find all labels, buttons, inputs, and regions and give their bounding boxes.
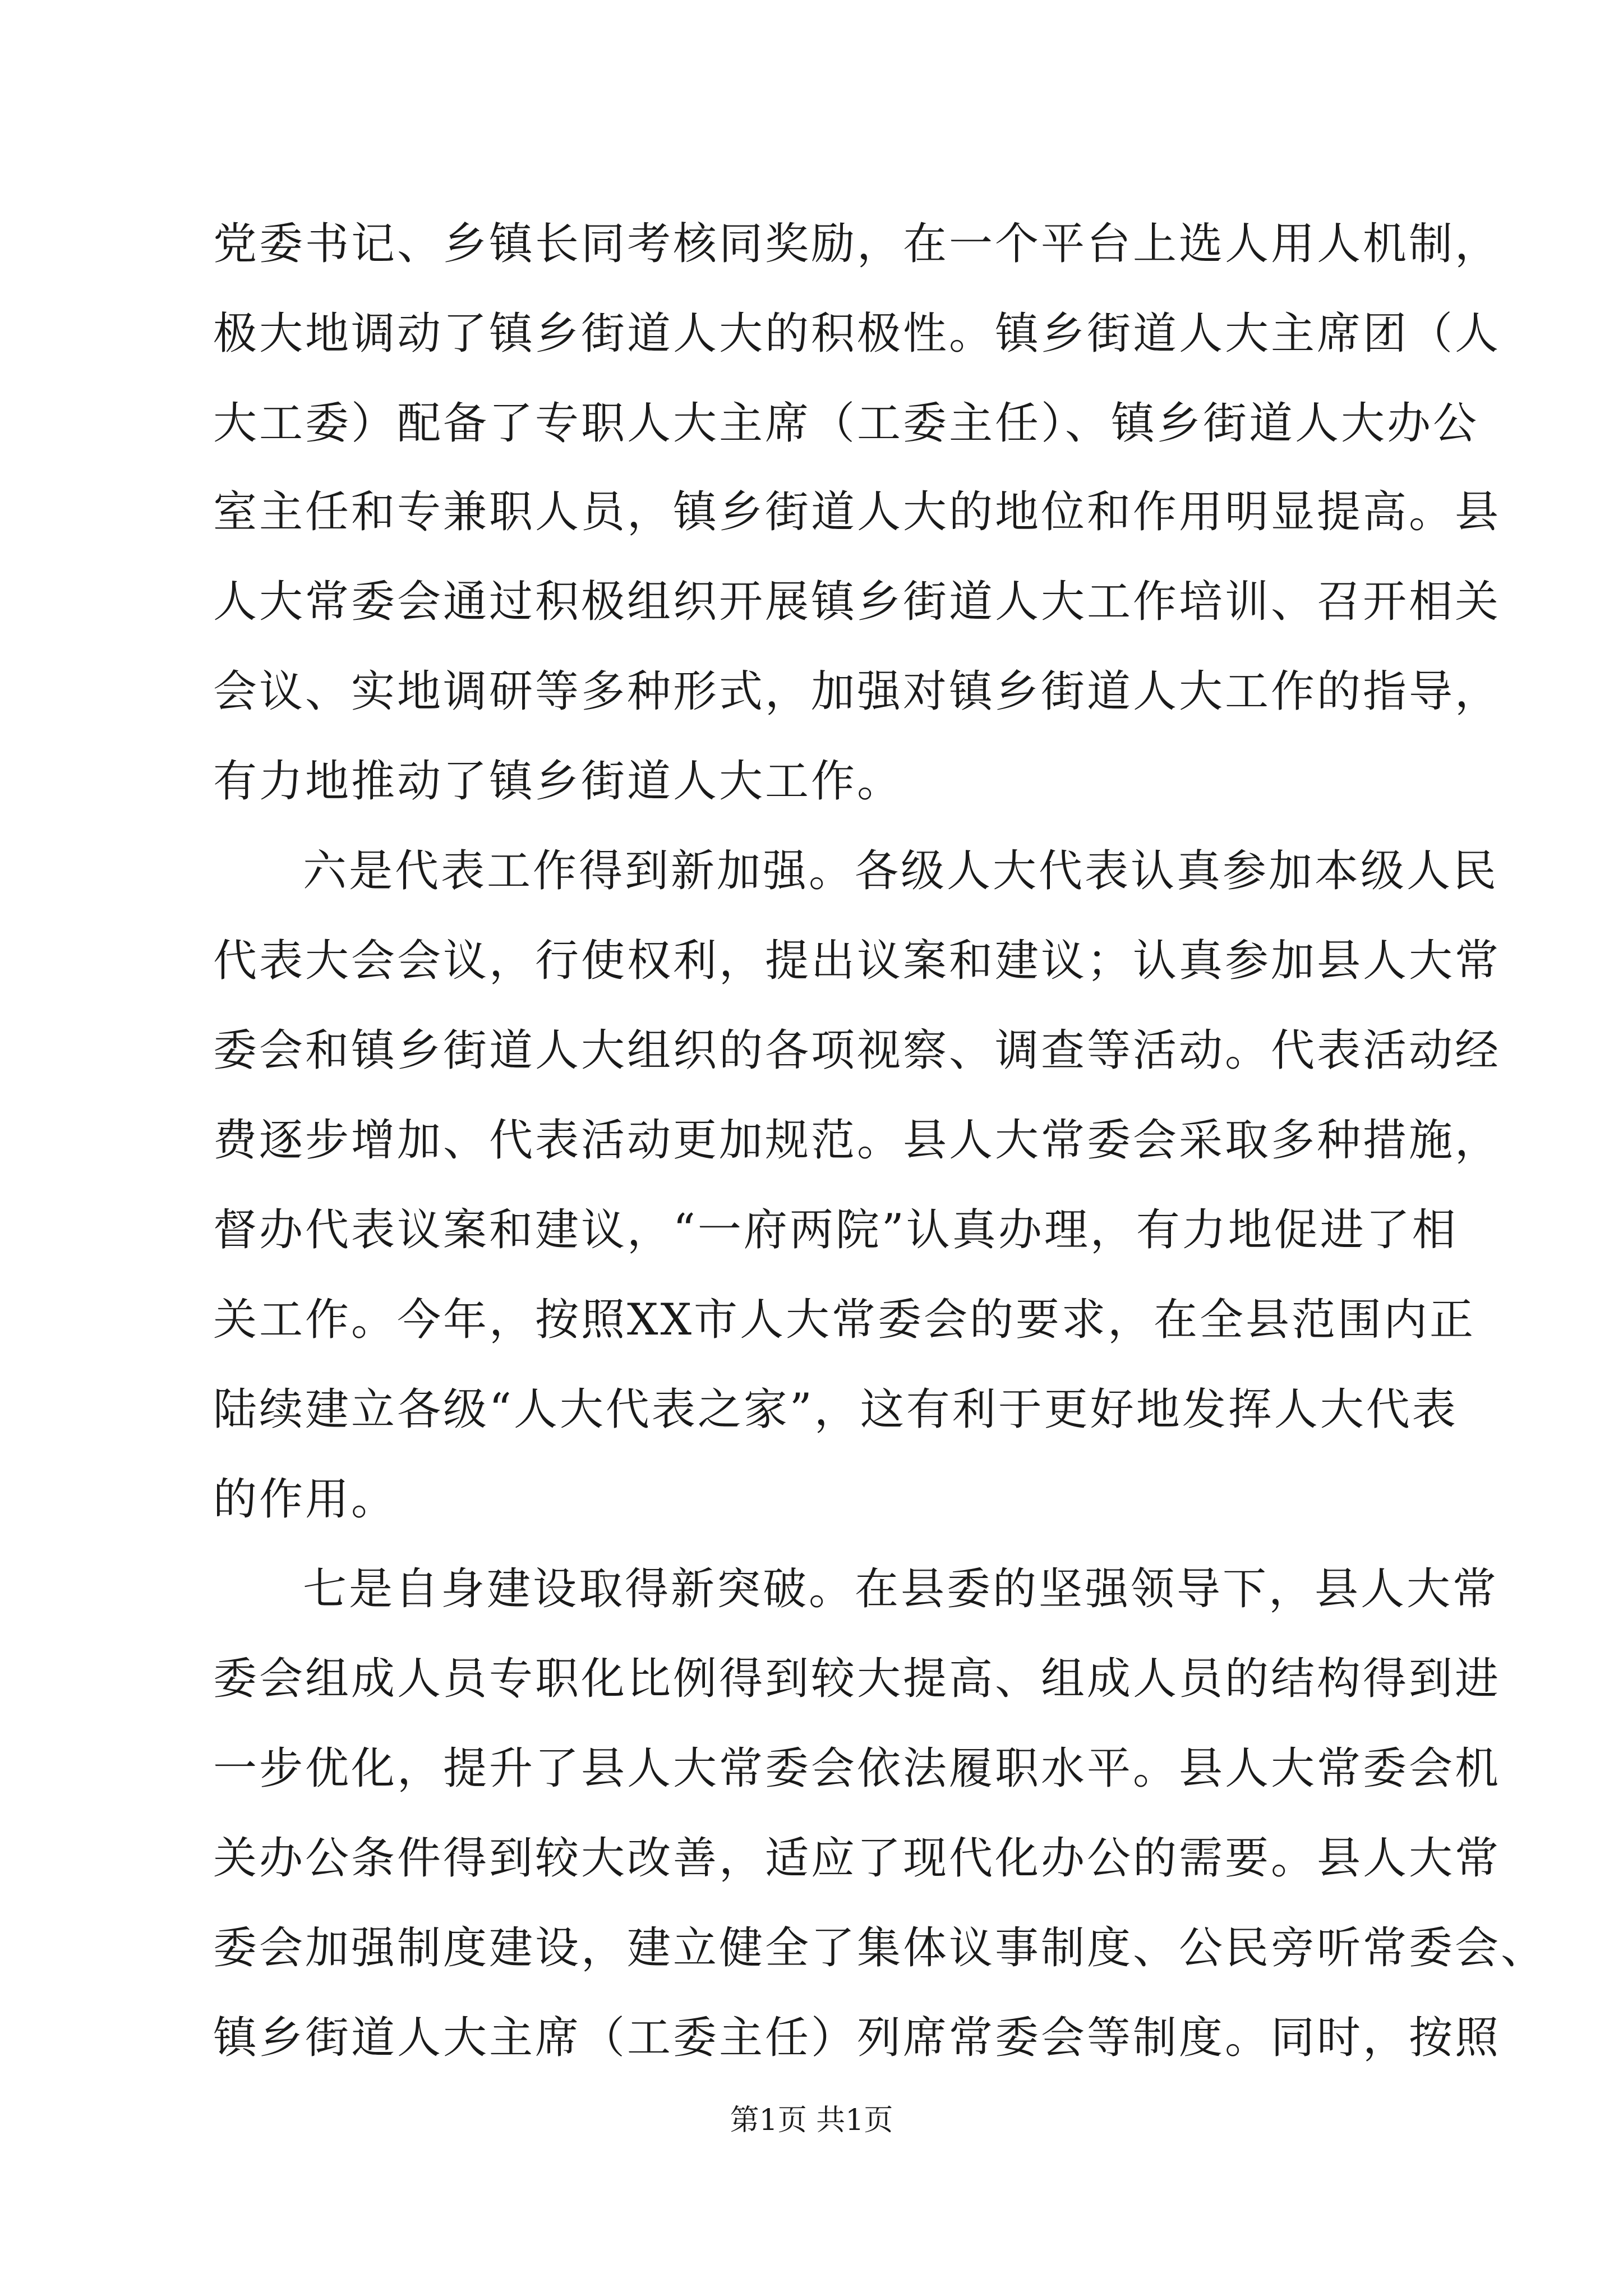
text-line: 大工委）配备了专职人大主席（工委主任）、镇乡街道人大办公 <box>213 398 1479 449</box>
text-line: 代表大会会议，行使权利，提出议案和建议；认真参加县人大常 <box>213 936 1501 986</box>
text-line: 费逐步增加、代表活动更加规范。县人大常委会采取多种措施， <box>213 1115 1501 1166</box>
text-line: 极大地调动了镇乡街道人大的积极性。镇乡街道人大主席团（人 <box>213 309 1501 359</box>
text-line: 一步优化，提升了县人大常委会依法履职水平。县人大常委会机 <box>213 1743 1501 1794</box>
text-line: 关工作。今年，按照XX市人大常委会的要求，在全县范围内正 <box>213 1295 1476 1345</box>
text-line: 会议、实地调研等多种形式，加强对镇乡街道人大工作的指导， <box>213 666 1501 717</box>
text-line: 室主任和专兼职人员，镇乡街道人大的地位和作用明显提高。县 <box>213 487 1501 537</box>
paragraph-first-line: 六是代表工作得到新加强。各级人大代表认真参加本级人民 <box>303 846 1499 896</box>
text-line: 有力地推动了镇乡街道人大工作。 <box>213 756 903 807</box>
text-line: 陆续建立各级“人大代表之家”，这有利于更好地发挥人大代表 <box>213 1384 1458 1435</box>
text-line: 督办代表议案和建议，“一府两院”认真办理，有力地促进了相 <box>213 1205 1458 1255</box>
text-line: 人大常委会通过积极组织开展镇乡街道人大工作培训、召开相关 <box>213 577 1501 627</box>
text-line: 的作用。 <box>213 1474 398 1525</box>
text-line: 镇乡街道人大主席（工委主任）列席常委会等制度。同时，按照 <box>213 2013 1501 2063</box>
text-line: 委会和镇乡街道人大组织的各项视察、调查等活动。代表活动经 <box>213 1025 1501 1076</box>
text-line: 委会加强制度建设，建立健全了集体议事制度、公民旁听常委会、 <box>213 1923 1547 1973</box>
paragraph-first-line: 七是自身建设取得新突破。在县委的坚强领导下，县人大常 <box>303 1564 1499 1614</box>
page-number-footer: 第1页 共1页 <box>730 2104 893 2137</box>
text-line: 委会组成人员专职化比例得到较大提高、组成人员的结构得到进 <box>213 1654 1501 1704</box>
text-line: 关办公条件得到较大改善，适应了现代化办公的需要。县人大常 <box>213 1833 1501 1884</box>
text-line: 党委书记、乡镇长同考核同奖励，在一个平台上选人用人机制， <box>213 219 1501 269</box>
